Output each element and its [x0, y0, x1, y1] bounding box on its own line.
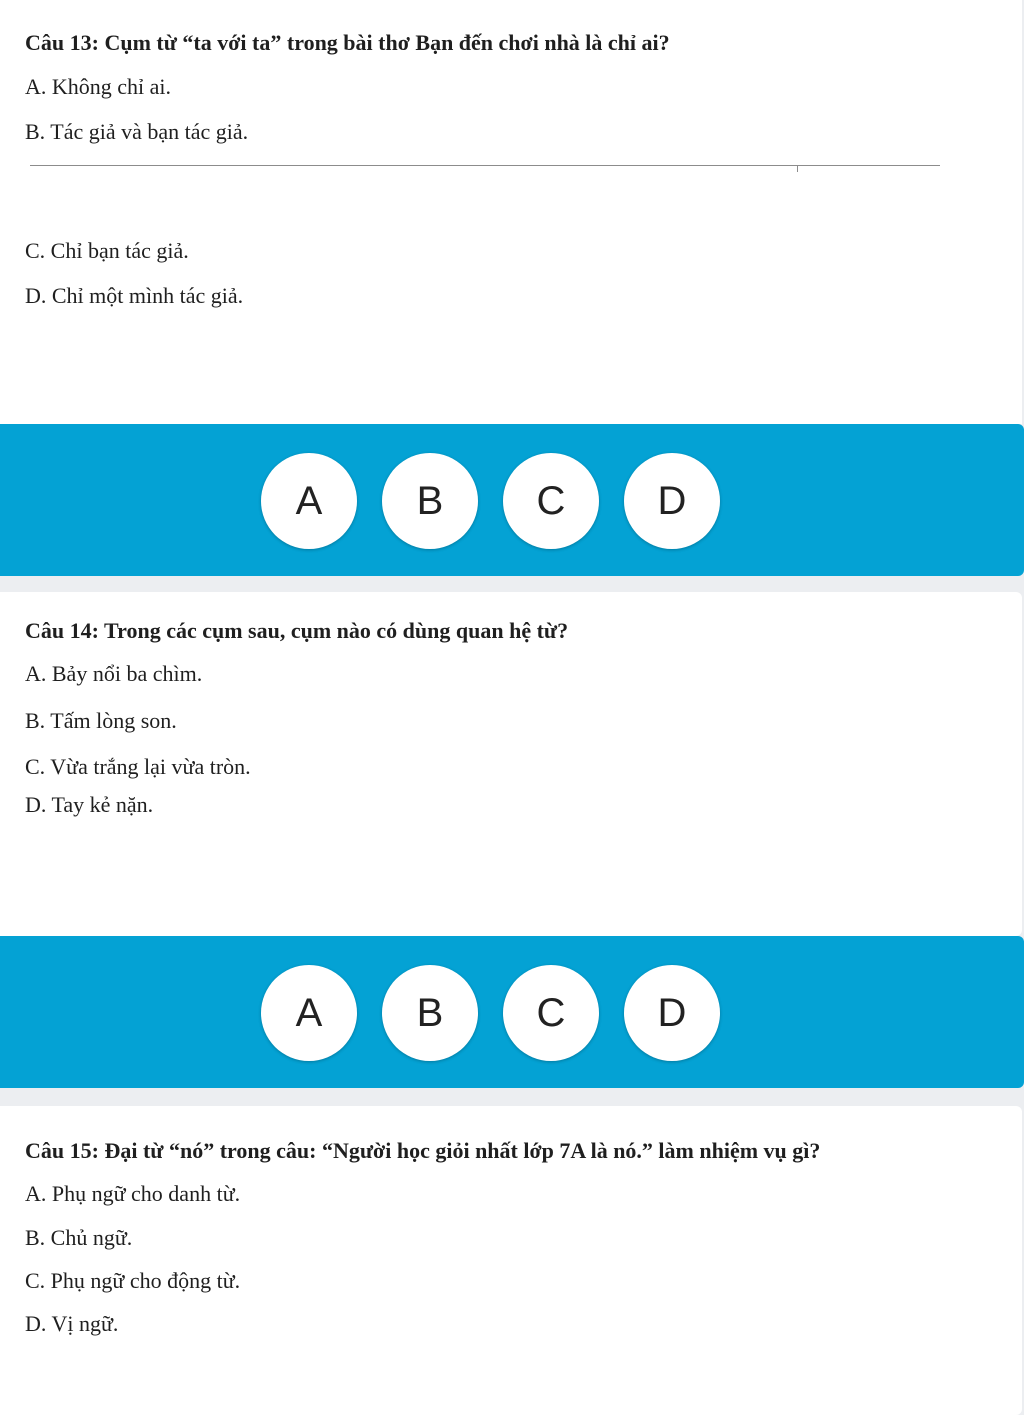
option-d: D. Chỉ một mình tác giả.	[25, 283, 244, 308]
answer-d-button[interactable]: D	[624, 453, 720, 549]
option-d: D. Tay kẻ nặn.	[25, 792, 154, 817]
question-card-15	[0, 1106, 1022, 1415]
divider-tick	[797, 166, 798, 172]
option-c: C. Chỉ bạn tác giả.	[25, 238, 189, 263]
question-title: Câu 14: Trong các cụm sau, cụm nào có dùng quan hệ từ?	[25, 618, 569, 643]
option-c: C. Phụ ngữ cho động từ.	[25, 1268, 241, 1293]
answer-choices-q13	[0, 424, 1024, 576]
answer-a-button[interactable]: A	[261, 965, 357, 1061]
question-title: Câu 13: Cụm từ “ta với ta” trong bài thơ Bạn đến chơi nhà là chỉ ai?	[25, 30, 670, 55]
answer-d-button[interactable]: D	[624, 965, 720, 1061]
question-card-14	[0, 592, 1022, 936]
option-a: A. Phụ ngữ cho danh từ.	[25, 1181, 241, 1206]
answer-c-button[interactable]: C	[503, 965, 599, 1061]
option-c: C. Vừa trắng lại vừa tròn.	[25, 754, 251, 779]
answer-a-button[interactable]: A	[261, 453, 357, 549]
option-b: B. Chủ ngữ.	[25, 1225, 133, 1250]
option-d: D. Vị ngữ.	[25, 1311, 119, 1336]
answer-b-button[interactable]: B	[382, 965, 478, 1061]
answer-c-button[interactable]: C	[503, 453, 599, 549]
divider-line	[30, 165, 940, 166]
answer-b-button[interactable]: B	[382, 453, 478, 549]
option-b: B. Tấm lòng son.	[25, 708, 177, 733]
option-a: A. Bảy nổi ba chìm.	[25, 661, 203, 686]
answer-choices-q14	[0, 936, 1024, 1088]
question-card-13	[0, 0, 1022, 424]
option-b: B. Tác giả và bạn tác giả.	[25, 119, 249, 144]
question-title: Câu 15: Đại từ “nó” trong câu: “Người học giỏi nhất lớp 7A là nó.” làm nhiệm vụ gì?	[25, 1138, 821, 1163]
option-a: A. Không chỉ ai.	[25, 74, 172, 99]
